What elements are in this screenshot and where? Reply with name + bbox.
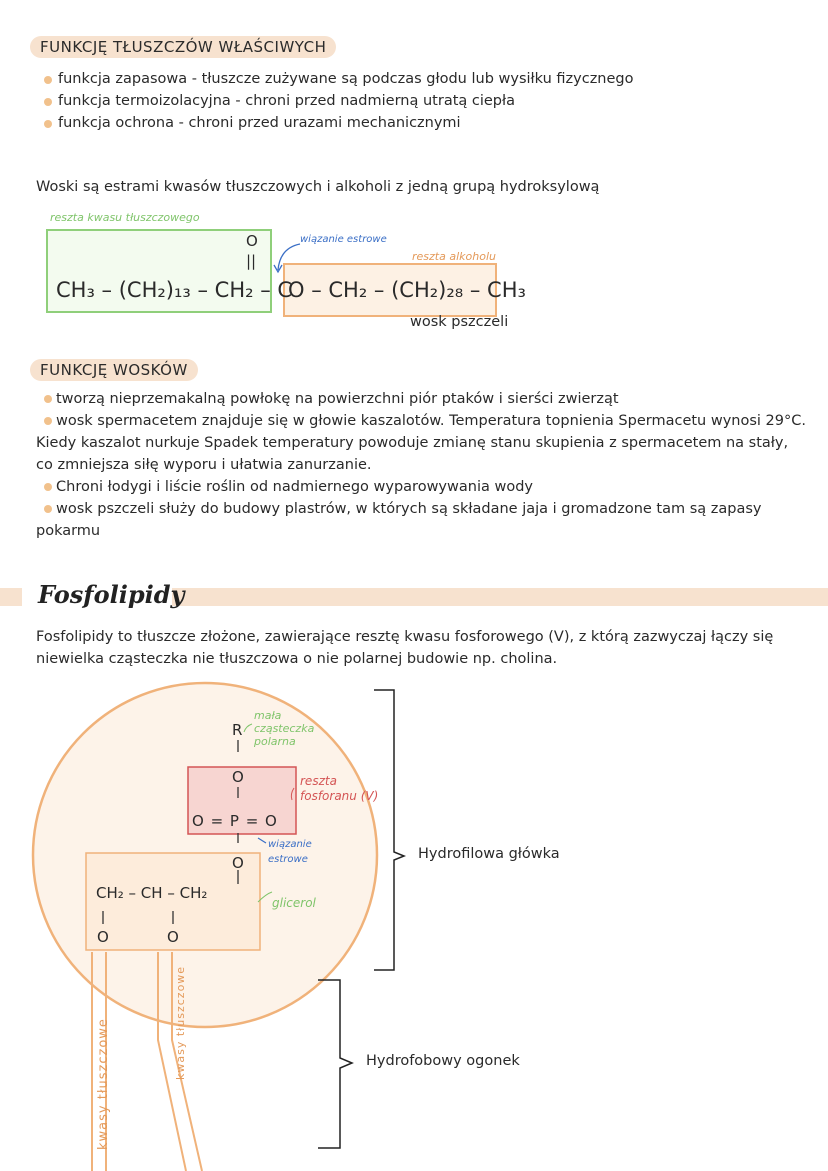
hydrophobic-tail-label: Hydrofobowy ogonek (366, 1053, 520, 1069)
list-item-text: wosk spermacetem znajduje się w głowie kaszalotów. Temperatura topnienia Spermacetu wynosi 29°C. Kiedy kaszalot nurkuje Spadek temperatury powoduje zmianę stanu skupienia z spermacetem na stały, co zmniejsza siłę wyporu i ułatwia zanurzanie. (36, 413, 806, 473)
list-item: funkcja ochrona - chroni przed urazami mechanicznymi (40, 112, 634, 134)
bullet-dot (44, 395, 52, 403)
wax-functions-list (36, 388, 806, 542)
list-item-text: tworzą nieprzemakalną powłokę na powierzchni piór ptaków i sierści zwierząt (56, 391, 619, 407)
label-fatty-acids-1: kwasy tłuszczowe (96, 1018, 111, 1150)
hydrophilic-head-label: Hydrofilowa główka (418, 846, 560, 862)
phospholipids-intro: Fosfolipidy to tłuszcze złożone, zawierające resztę kwasu fosforowego (V), z którą zazwyczaj łączy się niewielka cząsteczka nie tłuszczowa o nie polarnej budowie np. cholina. (36, 629, 774, 667)
fat-functions-list (40, 68, 634, 134)
label-ester-bond: wiązanie estrowe (300, 234, 387, 245)
label-phosphate-text: reszta fosforanu (V) (300, 774, 379, 803)
carbonyl-double-bond: || (246, 252, 257, 270)
label-acid-residue: reszta kwasu tłuszczowego (50, 211, 200, 224)
heading-fat-functions: FUNKCJĘ TŁUSZCZÓW WŁAŚCIWYCH (30, 36, 336, 58)
list-item (36, 388, 806, 410)
ester-bond-arrow (270, 240, 310, 276)
label-alcohol-residue: reszta alkoholu (412, 250, 496, 263)
list-item: funkcja termoizolacyjna - chroni przed nadmierną utratą ciepła (40, 90, 634, 112)
r-group: R (232, 721, 243, 739)
bullet-dot (44, 483, 52, 491)
phosphate-top-oxygen: O (232, 768, 244, 786)
label-small-polar-text: mała cząsteczka polarna (254, 709, 315, 748)
glycerol-center-oxygen: O (167, 928, 179, 946)
heading-wax-functions: FUNKCJĘ WOSKÓW (30, 359, 198, 381)
list-item-text: Chroni łodygi i liście roślin od nadmiernego wyparowywania wody (56, 479, 533, 495)
label-ester-bond-phospho (268, 836, 328, 866)
list-item (36, 410, 806, 476)
label-small-polar (254, 708, 324, 747)
wax-formula-right: O – CH₂ – (CH₂)₂₈ – CH₃ (288, 278, 526, 302)
carbonyl-oxygen: O (246, 232, 258, 250)
label-fatty-acids-2: kwasy tłuszczowe (174, 965, 187, 1080)
list-item (36, 498, 806, 542)
label-ester-text: wiązanie estrowe (268, 839, 312, 865)
phosphate-row: O = P = O (192, 812, 278, 830)
tail-bracket (318, 980, 352, 1148)
glycerol-top-oxygen: O (232, 854, 244, 872)
glycerol-row: CH₂ – CH – CH₂ (96, 884, 208, 902)
wax-caption: wosk pszczeli (410, 314, 509, 330)
label-phosphate (300, 773, 390, 803)
glycerol-left-oxygen: O (97, 928, 109, 946)
phospholipids-title: Fosfolipidy (38, 580, 185, 609)
waxes-intro: Woski są estrami kwasów tłuszczowych i alkoholi z jedną grupą hydroksylową (36, 179, 600, 195)
list-item: funkcja zapasowa - tłuszcze zużywane są podczas głodu lub wysiłku fizycznego (40, 68, 634, 90)
label-glycerol: glicerol (272, 896, 316, 910)
list-item (36, 476, 806, 498)
bullet-dot (44, 417, 52, 425)
phospholipid-diagram (0, 680, 828, 1171)
bullet-dot (44, 505, 52, 513)
wax-formula-left: CH₃ – (CH₂)₁₃ – CH₂ – C (56, 278, 293, 302)
list-item-text: wosk pszczeli służy do budowy plastrów, w których są składane jaja i gromadzone tam są zapasy pokarmu (36, 501, 762, 539)
head-bracket (374, 690, 404, 970)
